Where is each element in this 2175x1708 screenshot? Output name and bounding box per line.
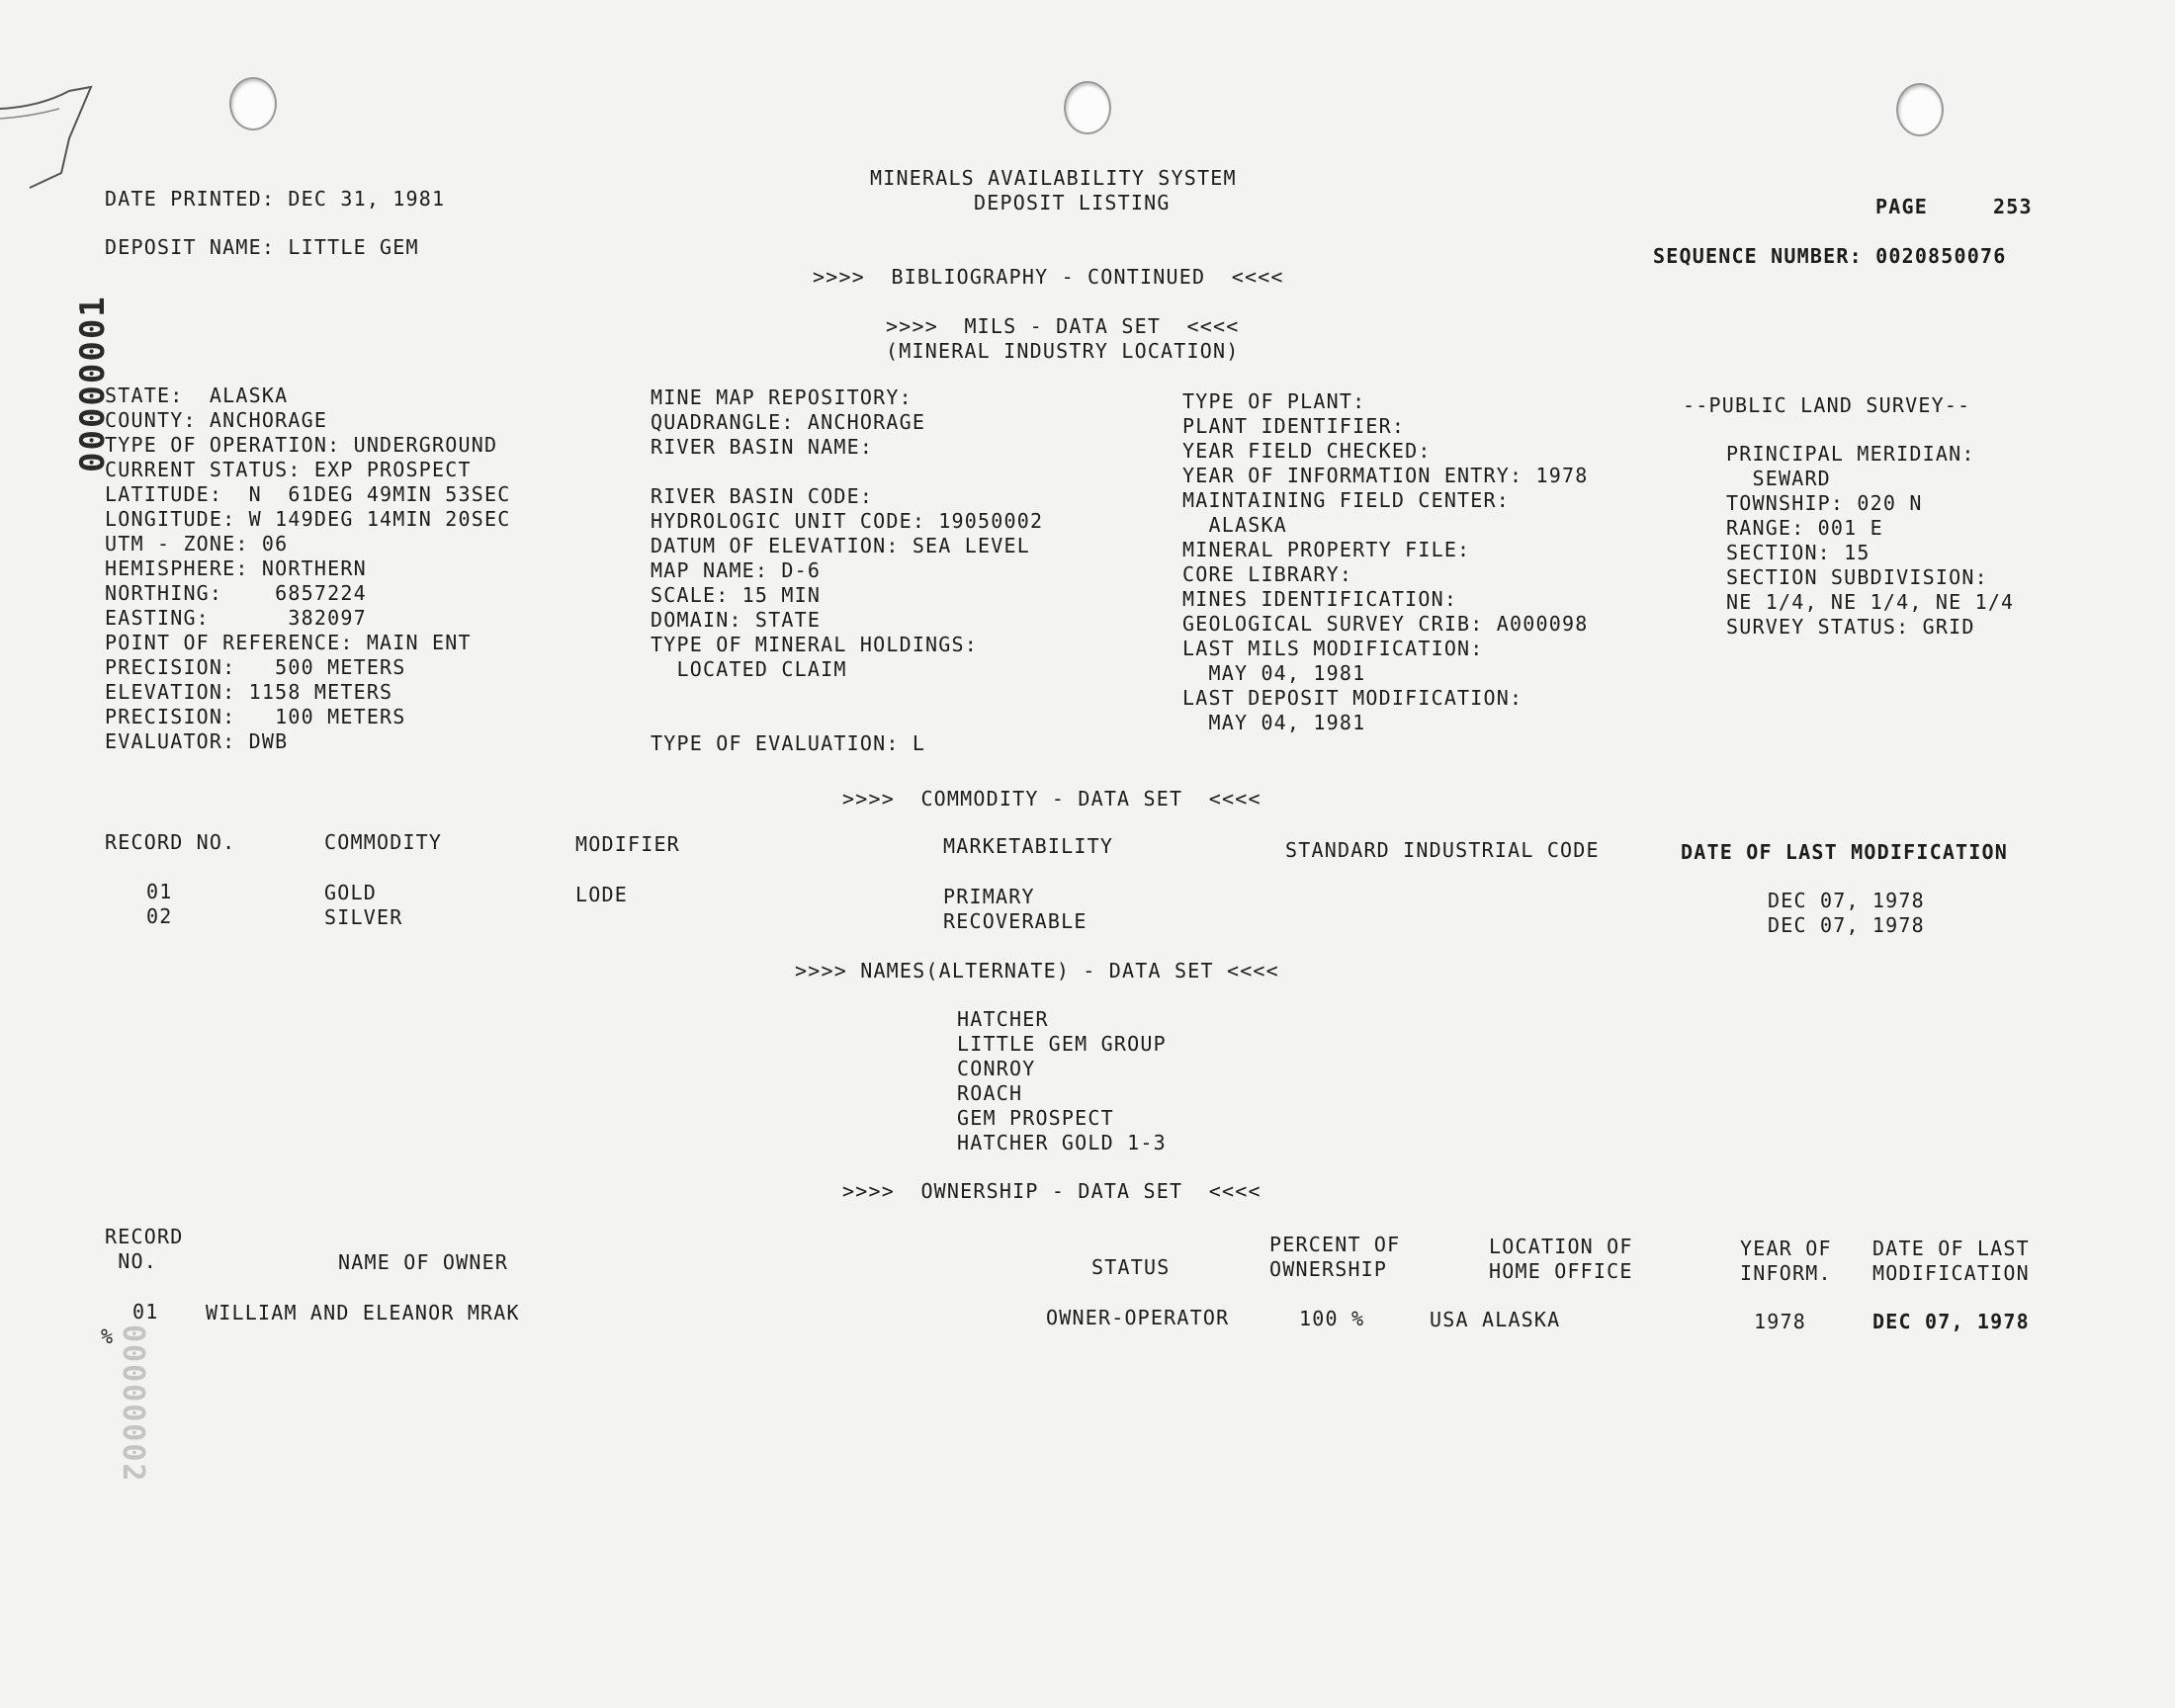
commodity-marketability: PRIMARY xyxy=(943,885,1035,908)
mils-field: MINERAL PROPERTY FILE: xyxy=(1182,538,1471,561)
ownership-header-year-2: INFORM. xyxy=(1740,1261,1832,1285)
plss-field: RANGE: 001 E xyxy=(1726,516,1883,540)
document-number-stamp: 00000001 xyxy=(73,295,113,472)
mils-field: ALASKA xyxy=(1182,513,1287,537)
mils-field: MAY 04, 1981 xyxy=(1182,661,1366,685)
torn-edge-mark xyxy=(0,79,109,198)
mils-field: PRECISION: 500 METERS xyxy=(105,655,406,679)
mils-field: TYPE OF EVALUATION: L xyxy=(651,731,926,755)
ownership-status: OWNER-OPERATOR xyxy=(1046,1306,1230,1329)
mils-field: STATE: ALASKA xyxy=(105,384,289,407)
mils-field: GEOLOGICAL SURVEY CRIB: A000098 xyxy=(1182,612,1589,636)
mils-field xyxy=(651,682,1043,707)
mils-field: UTM - ZONE: 06 xyxy=(105,532,289,555)
mils-column-hydrology xyxy=(651,385,1043,756)
mils-field: DATUM OF ELEVATION: SEA LEVEL xyxy=(651,534,1030,557)
list-item: CONROY xyxy=(957,1057,1036,1080)
page-number: 253 xyxy=(1993,195,2033,218)
plss-field: PRINCIPAL MERIDIAN: xyxy=(1726,442,1975,466)
mils-field: LAST DEPOSIT MODIFICATION: xyxy=(1182,686,1523,710)
mils-field: PRECISION: 100 METERS xyxy=(105,705,406,728)
mils-field: COUNTY: ANCHORAGE xyxy=(105,408,328,432)
commodity-header-sic: STANDARD INDUSTRIAL CODE xyxy=(1285,838,1600,862)
ownership-date: DEC 07, 1978 xyxy=(1872,1310,2030,1333)
mils-field: TYPE OF MINERAL HOLDINGS: xyxy=(651,633,979,656)
commodity-name: SILVER xyxy=(324,905,403,929)
commodity-section-header: >>>> COMMODITY - DATA SET <<<< xyxy=(842,787,1262,811)
ownership-header-status: STATUS xyxy=(1091,1255,1171,1279)
mils-section-subtitle: (MINERAL INDUSTRY LOCATION) xyxy=(886,339,1240,363)
mils-field: LAST MILS MODIFICATION: xyxy=(1182,637,1484,660)
public-land-survey-title: --PUBLIC LAND SURVEY-- xyxy=(1683,393,1971,417)
ownership-header-percent: PERCENT OF xyxy=(1269,1233,1401,1256)
bibliography-section-header: >>>> BIBLIOGRAPHY - CONTINUED <<<< xyxy=(813,265,1284,289)
commodity-name: GOLD xyxy=(324,881,377,904)
ownership-year: 1978 xyxy=(1754,1310,1806,1333)
ownership-record: 01 xyxy=(132,1300,159,1324)
list-item: GEM PROSPECT xyxy=(957,1106,1114,1130)
mils-column-administrative xyxy=(1182,389,1588,735)
ownership-owner: WILLIAM AND ELEANOR MRAK xyxy=(206,1301,520,1324)
plss-field: TOWNSHIP: 020 N xyxy=(1726,491,1923,515)
mils-field: MINE MAP REPOSITORY: xyxy=(651,385,913,409)
mils-field: LONGITUDE: W 149DEG 14MIN 20SEC xyxy=(105,507,511,531)
ownership-location: USA ALASKA xyxy=(1430,1308,1561,1331)
plss-field: SECTION SUBDIVISION: xyxy=(1726,565,1988,589)
list-item: ROACH xyxy=(957,1081,1023,1105)
mils-field: POINT OF REFERENCE: MAIN ENT xyxy=(105,631,472,654)
mils-field: DOMAIN: STATE xyxy=(651,608,822,632)
ownership-header-date-2: MODIFICATION xyxy=(1872,1261,2030,1285)
mils-field xyxy=(651,460,1043,484)
mils-field xyxy=(651,707,1043,731)
commodity-date: DEC 07, 1978 xyxy=(1768,913,1925,937)
mils-field: MINES IDENTIFICATION: xyxy=(1182,587,1458,611)
mils-field: CORE LIBRARY: xyxy=(1182,562,1353,586)
plss-field: SECTION: 15 xyxy=(1726,541,1870,564)
commodity-header-record: RECORD NO. xyxy=(105,830,236,854)
deposit-name: DEPOSIT NAME: LITTLE GEM xyxy=(105,235,419,259)
mils-field: MAINTAINING FIELD CENTER: xyxy=(1182,488,1511,512)
mils-field: EVALUATOR: DWB xyxy=(105,729,289,753)
list-item: HATCHER GOLD 1-3 xyxy=(957,1131,1167,1154)
mils-field: PLANT IDENTIFIER: xyxy=(1182,414,1406,438)
ownership-header-record: RECORD xyxy=(105,1225,184,1248)
ownership-header-location: LOCATION OF xyxy=(1489,1235,1633,1258)
mils-field: EASTING: 382097 xyxy=(105,606,367,630)
punch-hole-left xyxy=(229,77,277,130)
mils-field: YEAR OF INFORMATION ENTRY: 1978 xyxy=(1182,464,1589,487)
listing-title: DEPOSIT LISTING xyxy=(974,191,1171,214)
system-title: MINERALS AVAILABILITY SYSTEM xyxy=(870,166,1237,190)
mils-field: LATITUDE: N 61DEG 49MIN 53SEC xyxy=(105,482,511,506)
mils-column-location xyxy=(105,384,510,754)
public-land-survey-column xyxy=(1726,442,2014,640)
mils-field: SCALE: 15 MIN xyxy=(651,583,822,607)
mils-field: QUADRANGLE: ANCHORAGE xyxy=(651,410,926,434)
commodity-modifier: LODE xyxy=(575,883,628,906)
commodity-marketability: RECOVERABLE xyxy=(943,909,1088,933)
commodity-record: 01 xyxy=(146,880,173,903)
date-printed: DATE PRINTED: DEC 31, 1981 xyxy=(105,187,446,211)
mils-field: RIVER BASIN CODE: xyxy=(651,484,874,508)
alternate-names-list xyxy=(957,1007,1167,1155)
mils-field: TYPE OF OPERATION: UNDERGROUND xyxy=(105,433,498,457)
ownership-percent: 100 % xyxy=(1299,1307,1365,1330)
mils-field: MAY 04, 1981 xyxy=(1182,711,1366,734)
mils-field: LOCATED CLAIM xyxy=(651,657,847,681)
end-of-record-mark: % xyxy=(101,1324,115,1348)
punch-hole-center xyxy=(1064,81,1111,134)
plss-field: SEWARD xyxy=(1726,467,1831,490)
mils-field: MAP NAME: D-6 xyxy=(651,558,822,582)
mils-field: NORTHING: 6857224 xyxy=(105,581,367,605)
ownership-header-date: DATE OF LAST xyxy=(1872,1237,2030,1260)
ownership-header-year: YEAR OF xyxy=(1740,1237,1832,1260)
mils-field: HEMISPHERE: NORTHERN xyxy=(105,556,367,580)
document-number-stamp-faded: 00000002 xyxy=(116,1324,150,1484)
mils-field: CURRENT STATUS: EXP PROSPECT xyxy=(105,458,472,481)
mils-field: TYPE OF PLANT: xyxy=(1182,389,1366,413)
mils-field: HYDROLOGIC UNIT CODE: 19050002 xyxy=(651,509,1044,533)
ownership-section-header: >>>> OWNERSHIP - DATA SET <<<< xyxy=(842,1179,1262,1203)
list-item: HATCHER xyxy=(957,1007,1049,1031)
mils-field: RIVER BASIN NAME: xyxy=(651,435,874,459)
mils-field: YEAR FIELD CHECKED: xyxy=(1182,439,1432,463)
names-section-header: >>>> NAMES(ALTERNATE) - DATA SET <<<< xyxy=(795,959,1279,982)
ownership-header-location-2: HOME OFFICE xyxy=(1489,1259,1633,1283)
commodity-date: DEC 07, 1978 xyxy=(1768,889,1925,912)
punch-hole-right xyxy=(1896,83,1944,136)
plss-field: NE 1/4, NE 1/4, NE 1/4 xyxy=(1726,590,2015,614)
mils-section-header: >>>> MILS - DATA SET <<<< xyxy=(886,314,1240,338)
ownership-header-percent-2: OWNERSHIP xyxy=(1269,1257,1388,1281)
commodity-record: 02 xyxy=(146,904,173,928)
commodity-header-marketability: MARKETABILITY xyxy=(943,834,1114,858)
mils-field: ELEVATION: 1158 METERS xyxy=(105,680,393,704)
commodity-header-modifier: MODIFIER xyxy=(575,832,680,856)
commodity-header-commodity: COMMODITY xyxy=(324,830,443,854)
commodity-header-date: DATE OF LAST MODIFICATION xyxy=(1681,840,2009,864)
sequence-number: SEQUENCE NUMBER: 0020850076 xyxy=(1653,244,2007,268)
ownership-header-owner: NAME OF OWNER xyxy=(338,1250,509,1274)
list-item: LITTLE GEM GROUP xyxy=(957,1032,1167,1056)
ownership-header-record-no: NO. xyxy=(105,1249,157,1273)
page-label: PAGE xyxy=(1875,195,1928,218)
plss-field: SURVEY STATUS: GRID xyxy=(1726,615,1975,639)
